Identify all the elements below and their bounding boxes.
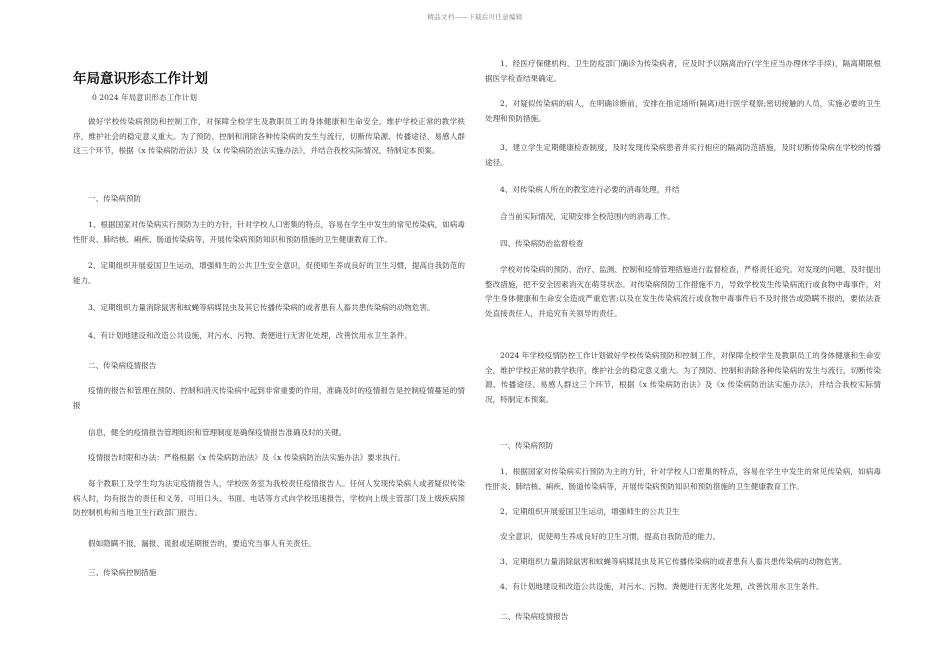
paragraph: 学校对传染病的预防、治疗、监测、控制和疫情管理措施进行监督检查，严格责任追究。对发现的问题，及时提出整改措施，把不安全因素消灭在萌芽状态。对传染病预防工作措施不力，导致学校发生传染病流行或食物中毒事件，对学生身体健康和生命安全造成严重危害;以及在发生传染病流行或食物中毒事件后不及时报告或隐瞒不报的，要依法查处直接责任人，并追究有关领导的责任。 (485, 265, 881, 318)
paragraph: 做好学校传染病预防和控制工作，对保障全校学生及教职员工的身体健康和生命安全，维护学校正常的教学秩序，维护社会的稳定意义重大。为了预防、控制和消除各种传染病的发生与流行，切断传染源、传播途径、易感人群这三个环节，根据《x 传染病防治法》及《x 传染病防治法实施办法》，并结合我校实际情况，特制定本预案。 (73, 117, 465, 155)
section-heading: 一、传染病预防 (500, 441, 554, 450)
paragraph: 每个教职工及学生均为法定疫情报告人，学校医务室为我校责任疫情报告人。任何人发现传染病人或者疑似传染病人时，均有报告的责任和义务，可用口头、书面、电话等方式向学校迅速报告，学校向上级主管部门及上级疾病预防控制机构和当地卫生行政部门报告。 (73, 479, 465, 517)
paragraph: 2、定期组织开展爱国卫生运动，增强师生的公共卫生安全意识，促使师生养成良好的卫生习惯，提高自我防范的能力。 (73, 261, 465, 285)
section-heading: 四、传染病防治监督检查 (500, 239, 584, 248)
paragraph: 2024 年学校疫情防控工作计划做好学校传染病预防和控制工作，对保障全校学生及教职员工的身体健康和生命安全，维护学校正常的教学秩序，维护社会的稳定意义重大。为了预防、控制和消除各种传染病的发生与流行，切断传染源、传播途径、易感人群这三个环节，根据《x 传染病防治法》及《x 传染病防治法实施办法》，并结合我校实际情况，特制定本预案。 (485, 351, 881, 404)
paragraph: 4、对传染病人所在的教室进行必要的消毒处理，并结 (500, 185, 680, 194)
paragraph: 合当前实际情况，定期安排全校范围内的消毒工作。 (500, 212, 675, 221)
paragraph: 4、有计划地建设和改造公共设施，对污水、污物、粪便进行无害化处理，改善饮用水卫生条件。 (88, 331, 412, 340)
paragraph: 信息，健全的疫情报告管理组织和管理制度是确保疫情报告准确及时的关键。 (88, 428, 347, 437)
paragraph: 疫情的报告和管理在预防、控制和消灭传染病中起到非常重要的作用，准确及时的疫情报告是控制疫情蔓延的情报 (73, 386, 465, 410)
paragraph: 1、根据国家对传染病实行预防为主的方针，针对学校人口密集的特点，容易在学生中发生的常见传染病，如病毒性肝炎、肺结核、痢疾、肠道传染病等，开展传染病预防知识和预防措施的卫生健康教育工作。 (73, 220, 465, 244)
paragraph: 3、定期组织力量消除鼠害和蚊蝇等病媒昆虫及其它传播传染病的或者患有人畜共患传染病的动物危害。 (500, 557, 847, 566)
page-header: 精品文档——下载后可任意编辑 (427, 13, 523, 21)
section-heading: 二、传染病疫情报告 (88, 361, 157, 370)
paragraph: 1、根据国家对传染病实行预防为主的方针，针对学校人口密集的特点，容易在学生中发生的常见传染病，如病毒性肝炎、肺结核、痢疾、肠道传染病等，开展传染病预防知识和预防措施的卫生健康教育工作。 (485, 467, 881, 491)
paragraph: 疫情报告时限和办法：严格根据《x 传染病防治法》及《x 传染病防治法实施办法》要求执行。 (88, 453, 406, 462)
section-heading: 三、传染病控制措施 (88, 568, 157, 577)
paragraph: 4、有计划地建设和改造公共设施，对污水、污物、粪便进行无害化处理，改善饮用水卫生条件。 (500, 582, 824, 591)
section-heading: 一、传染病预防 (88, 194, 142, 203)
paragraph: 3、建立学生定期健康检查制度，及时发现传染病患者并实行相应的隔离防范措施，及时切断传染病在学校的传播途径。 (485, 143, 881, 167)
paragraph: 3、定期组织力量消除鼠害和蚊蝇等病媒昆虫及其它传播传染病的或者患有人畜共患传染病的动物危害。 (88, 303, 435, 312)
section-heading: 二、传染病疫情报告 (500, 612, 569, 621)
paragraph: 2、定期组织开展爱国卫生运动，增强师生的公共卫生 (500, 507, 680, 516)
paragraph: 安全意识，促使师生养成良好的卫生习惯，提高自我防范的能力。 (500, 532, 721, 541)
document-subtitle: 0 2024 年局意识形态工作计划 (92, 93, 197, 102)
document-title: 年局意识形态工作计划 (73, 71, 208, 87)
paragraph: 1、经医疗保健机构、卫生防疫部门确诊为传染病者，应及时予以隔离治疗(学生应当办理休学手续)，隔离期限根据医学检查结果确定。 (485, 59, 881, 83)
paragraph: 假如隐瞒不报、漏报、谎报或延期报告的，要追究当事人有关责任。 (88, 539, 316, 548)
paragraph: 2、对疑似传染病的病人，在明确诊断前，安排在指定场所(隔离)进行医学观察;密切接触的人员，实施必要的卫生处理和预防措施。 (485, 99, 881, 123)
